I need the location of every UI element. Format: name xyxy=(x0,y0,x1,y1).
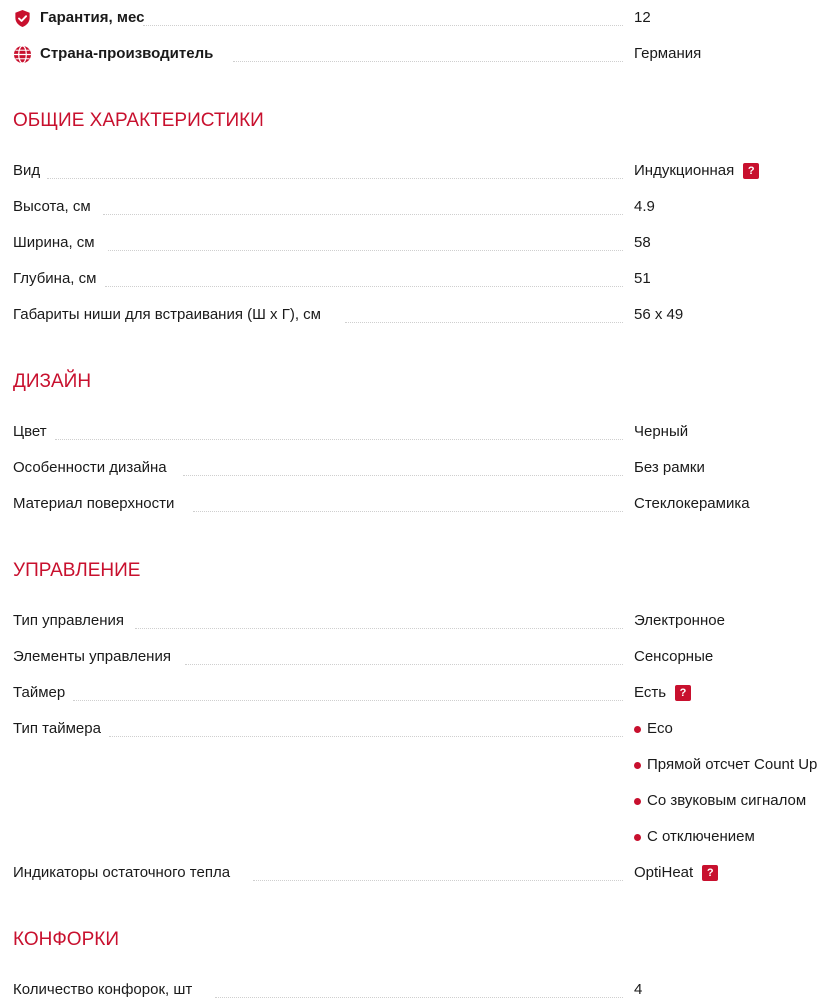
spec-value: Электронное xyxy=(634,612,725,629)
leader-dots xyxy=(103,214,623,215)
spec-value-list-item xyxy=(634,747,817,783)
bullet-icon xyxy=(634,834,641,841)
spec-label xyxy=(13,36,213,72)
spec-row-warranty xyxy=(13,0,833,36)
spec-label: Индикаторы остаточного тепла xyxy=(13,864,231,881)
spec-value: 12 xyxy=(634,9,651,26)
bullet-icon xyxy=(634,726,641,733)
spec-value-list-item xyxy=(634,783,806,819)
section-title-general: ОБЩИЕ ХАРАКТЕРИСТИКИ xyxy=(13,110,264,131)
leader-dots xyxy=(185,664,623,665)
spec-row-control-type xyxy=(13,603,833,639)
spec-label xyxy=(13,0,144,36)
spec-label: Особенности дизайна xyxy=(13,459,167,476)
spec-value: Сенсорные xyxy=(634,648,714,665)
leader-dots xyxy=(143,25,623,26)
spec-row-residual-heat xyxy=(13,855,833,891)
spec-value xyxy=(634,675,691,711)
spec-value: 51 xyxy=(634,270,651,287)
spec-row-timer-type-cont xyxy=(13,783,833,819)
spec-value-text: Есть xyxy=(634,684,667,701)
bullet-icon xyxy=(634,762,641,769)
spec-row-niche xyxy=(13,297,833,333)
spec-value: 4.9 xyxy=(634,198,655,215)
spec-value: 4 xyxy=(634,981,643,998)
spec-label: Ширина, см xyxy=(13,234,95,251)
spec-row-depth xyxy=(13,261,833,297)
spec-row-color xyxy=(13,414,833,450)
globe-icon xyxy=(13,45,32,64)
leader-dots xyxy=(183,475,623,476)
spec-row-timer-type xyxy=(13,711,833,747)
spec-value: 56 x 49 xyxy=(634,306,684,323)
spec-label: Таймер xyxy=(13,684,66,701)
section-title-design: ДИЗАЙН xyxy=(13,371,92,392)
spec-row-timer-type-cont xyxy=(13,747,833,783)
spec-label: Габариты ниши для встраивания (Ш х Г), см xyxy=(13,306,321,323)
spec-label-text: Гарантия, мес xyxy=(40,9,145,26)
spec-value-text: Eco xyxy=(647,720,673,737)
spec-value: Черный xyxy=(634,423,689,440)
leader-dots xyxy=(105,286,623,287)
spec-label-text: Страна-производитель xyxy=(40,45,214,62)
leader-dots xyxy=(135,628,623,629)
leader-dots xyxy=(345,322,623,323)
spec-value-text: Со звуковым сигналом xyxy=(647,792,807,809)
leader-dots xyxy=(108,250,623,251)
spec-label: Материал поверхности xyxy=(13,495,175,512)
spec-value-list-item xyxy=(634,819,755,855)
shield-check-icon xyxy=(13,9,32,28)
section-title-burners: КОНФОРКИ xyxy=(13,929,119,950)
spec-row-height xyxy=(13,189,833,225)
leader-dots xyxy=(47,178,623,179)
spec-label: Высота, см xyxy=(13,198,91,215)
spec-value: Германия xyxy=(634,45,702,62)
spec-row-timer xyxy=(13,675,833,711)
leader-dots xyxy=(109,736,623,737)
spec-value-text: Индукционная xyxy=(634,162,735,179)
leader-dots xyxy=(233,61,623,62)
spec-row-timer-type-cont xyxy=(13,819,833,855)
spec-value xyxy=(634,153,759,189)
help-icon[interactable]: ? xyxy=(743,163,759,179)
spec-value: Без рамки xyxy=(634,459,705,476)
spec-value-text: OptiHeat xyxy=(634,864,694,881)
spec-row-width xyxy=(13,225,833,261)
spec-value: 58 xyxy=(634,234,651,251)
spec-row-type xyxy=(13,153,833,189)
section-title-control: УПРАВЛЕНИЕ xyxy=(13,560,141,581)
spec-row-surface xyxy=(13,486,833,522)
spec-row-burner-count xyxy=(13,972,833,1008)
spec-row-control-elements xyxy=(13,639,833,675)
spec-value xyxy=(634,855,718,891)
spec-label: Тип управления xyxy=(13,612,124,629)
spec-label: Тип таймера xyxy=(13,720,101,737)
spec-value: Стеклокерамика xyxy=(634,495,750,512)
help-icon[interactable]: ? xyxy=(702,865,718,881)
spec-label: Элементы управления xyxy=(13,648,171,665)
bullet-icon xyxy=(634,798,641,805)
help-icon[interactable]: ? xyxy=(675,685,691,701)
spec-row-design-features xyxy=(13,450,833,486)
spec-value-list-item xyxy=(634,711,673,747)
leader-dots xyxy=(55,439,623,440)
spec-label: Количество конфорок, шт xyxy=(13,981,193,998)
spec-label: Цвет xyxy=(13,423,47,440)
spec-label: Вид xyxy=(13,162,41,179)
leader-dots xyxy=(253,880,623,881)
spec-value-text: С отключением xyxy=(647,828,755,845)
leader-dots xyxy=(215,997,623,998)
leader-dots xyxy=(193,511,623,512)
spec-row-country xyxy=(13,36,833,72)
spec-value-text: Прямой отсчет Count Up xyxy=(647,756,818,773)
spec-label: Глубина, см xyxy=(13,270,97,287)
leader-dots xyxy=(73,700,623,701)
